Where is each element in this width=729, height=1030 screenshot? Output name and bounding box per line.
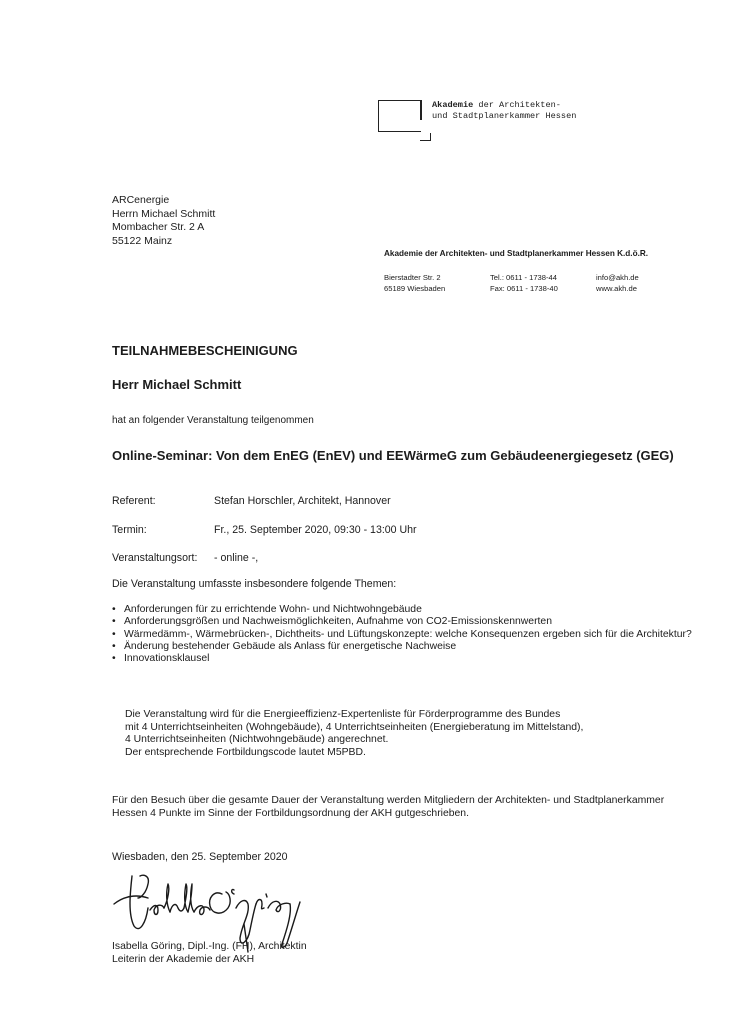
accreditation-line: Der entsprechende Fortbildungscode lautet M5PBD. <box>125 746 366 758</box>
topic-item: • Anforderungen für zu errichtende Wohn- und Nichtwohngebäude <box>112 604 702 616</box>
akh-logo-corner-mark <box>420 133 431 141</box>
points-text: Für den Besuch über die gesamte Dauer der Veranstaltung werden Mitgliedern der Architekten- und Stadtplanerkammer Hessen 4 Punkte im Sinne der Fortbildungsordnung der AKH gutgeschrieben. <box>112 795 665 819</box>
recipient-address <box>112 194 215 248</box>
participant-name: Herr Michael Schmitt <box>112 377 242 392</box>
sender-street: Bierstadter Str. 2 <box>384 273 441 282</box>
date-label: Termin: <box>112 524 147 536</box>
akh-logo-frame <box>378 100 421 132</box>
logo-line2: und Stadtplanerkammer Hessen <box>432 111 577 121</box>
sender-web: www.akh.de <box>596 284 637 293</box>
speaker-value: Stefan Horschler, Architekt, Hannover <box>214 495 391 507</box>
topic-item: • Änderung bestehender Gebäude als Anlass für energetische Nachweise <box>112 641 702 653</box>
recipient-city: 55122 Mainz <box>112 234 173 247</box>
signatory-role: Leiterin der Akademie der AKH <box>112 953 255 965</box>
document-title: TEILNAHMEBESCHEINIGUNG <box>112 343 298 358</box>
signatory-name: Isabella Göring, Dipl.-Ing. (FH), Architektin <box>112 941 307 952</box>
sender-tel: Tel.: 0611 - 1738-44 <box>490 273 557 282</box>
venue-label: Veranstaltungsort: <box>112 552 198 564</box>
sender-city: 65189 Wiesbaden <box>384 284 446 293</box>
accreditation-note <box>125 709 695 759</box>
participation-text: hat an folgender Veranstaltung teilgenommen <box>112 415 314 426</box>
recipient-street: Mombacher Str. 2 A <box>112 221 205 233</box>
topic-item: • Anforderungsgrößen und Nachweismöglichkeiten, Aufnahme von CO2-Emissionskennwerten <box>112 616 702 628</box>
topics-intro: Die Veranstaltung umfasste insbesondere folgende Themen: <box>112 578 397 590</box>
recipient-company: ARCenergie <box>112 194 170 206</box>
accreditation-line: mit 4 Unterrichtseinheiten (Wohngebäude), 4 Unterrichtseinheiten (Energieberatung im Mittelstand), <box>125 721 584 733</box>
topic-item: • Innovationsklausel <box>112 653 702 665</box>
sender-online <box>596 272 639 294</box>
accreditation-line: 4 Unterrichtseinheiten (Nichtwohngebäude) angerechnet. <box>125 734 389 746</box>
place-date: Wiesbaden, den 25. September 2020 <box>112 851 288 863</box>
logo-line1-rest: der Architekten- <box>473 100 561 110</box>
speaker-label: Referent: <box>112 495 156 507</box>
venue-value: - online -, <box>214 552 259 564</box>
topic-item: • Wärmedämm-, Wärmebrücken-, Dichtheits- und Lüftungskonzepte: welche Konsequenzen ergeben sich für die Architektur? <box>112 629 702 641</box>
sender-phone <box>490 272 558 294</box>
sender-address <box>384 272 445 294</box>
logo-line1-bold: Akademie <box>432 100 474 110</box>
signatory-block <box>112 941 307 966</box>
topics-list <box>112 604 702 665</box>
akh-logo-text <box>432 100 576 122</box>
date-value: Fr., 25. September 2020, 09:30 - 13:00 Uhr <box>214 524 417 536</box>
accreditation-line: Die Veranstaltung wird für die Energieeffizienz-Expertenliste für Förderprogramme des Bundes <box>125 709 561 720</box>
sender-email: info@akh.de <box>596 273 639 282</box>
recipient-name: Herrn Michael Schmitt <box>112 207 216 220</box>
sender-name: Akademie der Architekten- und Stadtplanerkammer Hessen K.d.ö.R. <box>384 249 649 258</box>
sender-fax: Fax: 0611 - 1738-40 <box>490 284 558 293</box>
event-title: Online-Seminar: Von dem EnEG (EnEV) und EEWärmeG zum Gebäudeenergiegesetz (GEG) <box>112 448 674 463</box>
